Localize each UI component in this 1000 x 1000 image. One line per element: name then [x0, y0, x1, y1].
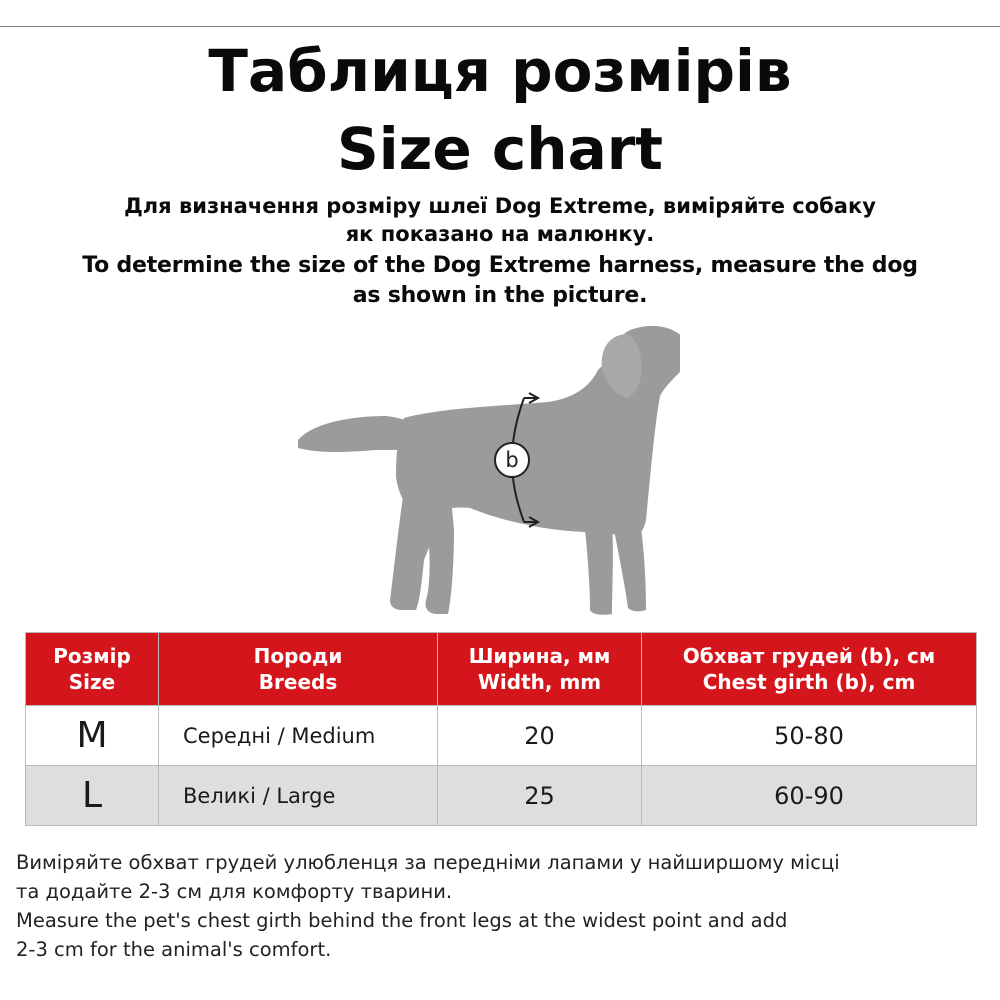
instruction-ua [0, 192, 1000, 248]
header-girth-ua: Обхват грудей (b), см [682, 644, 936, 668]
header-width-en: Width, mm [477, 670, 602, 694]
cell-girth: 50-80 [642, 706, 977, 766]
note-ua-line1: Виміряйте обхват грудей улюбленця за передніми лапами у найширшому місці [16, 851, 840, 874]
size-table [25, 632, 977, 826]
header-girth [642, 633, 977, 706]
header-size-ua: Розмір [53, 644, 131, 668]
girth-marker-label: b [505, 448, 519, 472]
header-size [26, 633, 159, 706]
instruction-en-line1: To determine the size of the Dog Extreme harness, measure the dog [82, 253, 918, 278]
measurement-note [16, 848, 991, 964]
instruction-ua-line1: Для визначення розміру шлеї Dog Extreme, виміряйте собаку [124, 194, 876, 218]
note-ua-line2: та додайте 2-3 см для комфорту тварини. [16, 880, 453, 903]
cell-width: 20 [438, 706, 642, 766]
header-size-en: Size [68, 670, 116, 694]
table-row [26, 766, 977, 826]
header-girth-en: Chest girth (b), cm [702, 670, 916, 694]
cell-breed: Великі / Large [159, 766, 438, 826]
cell-width: 25 [438, 766, 642, 826]
table-row [26, 706, 977, 766]
cell-girth: 60-90 [642, 766, 977, 826]
header-breeds-en: Breeds [258, 670, 338, 694]
top-divider [0, 26, 1000, 27]
header-breeds [159, 633, 438, 706]
instruction-ua-line2: як показано на малюнку. [345, 222, 655, 246]
note-en-line2: 2-3 cm for the animal's comfort. [16, 938, 332, 961]
page-title-ua: Таблиця розмірів [208, 37, 792, 105]
note-en-line1: Measure the pet's chest girth behind the front legs at the widest point and add [16, 909, 788, 932]
cell-size: M [26, 706, 159, 766]
cell-breed: Середні / Medium [159, 706, 438, 766]
instruction-en [0, 251, 1000, 311]
header-breeds-ua: Породи [253, 644, 343, 668]
dog-measurement-diagram [280, 312, 680, 624]
table-header-row [26, 633, 977, 706]
header-width-ua: Ширина, мм [468, 644, 611, 668]
cell-size: L [26, 766, 159, 826]
instruction-en-line2: as shown in the picture. [352, 283, 648, 308]
page-title-en: Size chart [336, 115, 664, 183]
header-width [438, 633, 642, 706]
dog-silhouette [298, 326, 680, 615]
